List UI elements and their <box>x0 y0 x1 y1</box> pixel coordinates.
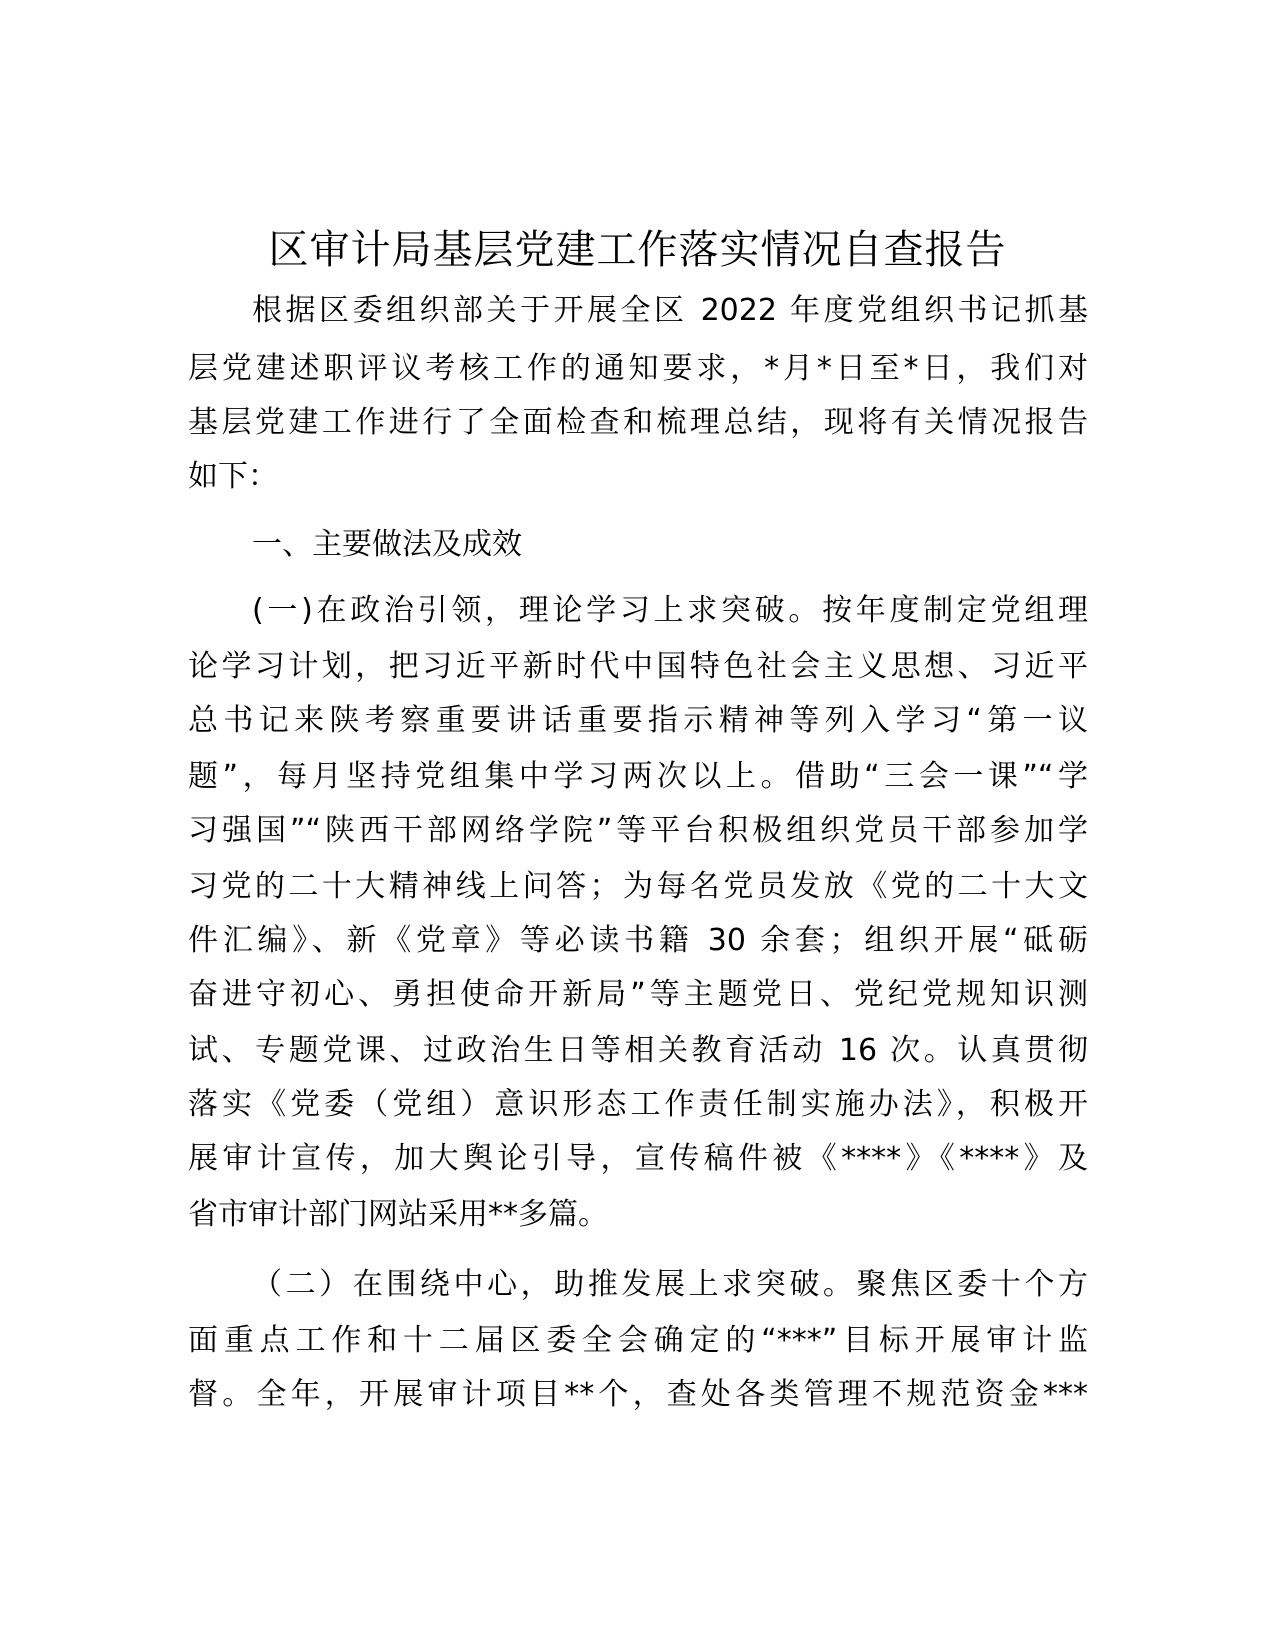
subsection-1-line-8: 奋进守初心、勇担使命开新局”等主题党日、党纪党规知识测 <box>188 977 1088 1012</box>
subsection-2-line-1: （二）在围绕中心，助推发展上求突破。聚焦区委十个方 <box>252 1267 1088 1302</box>
subsection-1-line-11: 展审计宣传，加大舆论引导，宣传稿件被《****》《****》及 <box>188 1141 1088 1176</box>
subsection-1-line-5: 习强国”“陕西干部网络学院”等平台积极组织党员干部参加学 <box>188 813 1088 848</box>
subsection-1-line-9: 试、专题党课、过政治生日等相关教育活动 16 次。认真贯彻 <box>188 1033 1088 1068</box>
intro-line-2: 层党建述职评议考核工作的通知要求，*月*日至*日，我们对 <box>188 351 1088 386</box>
intro-line-1: 根据区委组织部关于开展全区 2022 年度党组织书记抓基 <box>252 293 1088 328</box>
section-heading-1: 一、主要做法及成效 <box>252 527 522 562</box>
subsection-1-line-6: 习党的二十大精神线上问答；为每名党员发放《党的二十大文 <box>188 869 1088 904</box>
intro-line-4: 如下： <box>188 459 278 494</box>
subsection-1-line-10: 落实《党委（党组）意识形态工作责任制实施办法》，积极开 <box>188 1087 1088 1122</box>
subsection-1-line-3: 总书记来陕考察重要讲话重要指示精神等列入学习“第一议 <box>188 703 1088 738</box>
intro-line-3: 基层党建工作进行了全面检查和梳理总结，现将有关情况报告 <box>188 405 1088 440</box>
subsection-1-line-4: 题”，每月坚持党组集中学习两次以上。借助“三会一课”“学 <box>188 759 1088 794</box>
subsection-1-line-12: 省市审计部门网站采用**多篇。 <box>188 1197 608 1232</box>
subsection-1-line-7: 件汇编》、新《党章》等必读书籍 30 余套；组织开展“砥砺 <box>188 923 1088 958</box>
subsection-1-line-2: 论学习计划，把习近平新时代中国特色社会主义思想、习近平 <box>188 649 1088 684</box>
subsection-2-line-3: 督。全年，开展审计项目**个，查处各类管理不规范资金*** <box>188 1377 1088 1412</box>
subsection-2-line-2: 面重点工作和十二届区委全会确定的“***”目标开展审计监 <box>188 1323 1088 1358</box>
subsection-1-line-1: (一)在政治引领，理论学习上求突破。按年度制定党组理 <box>252 593 1088 628</box>
document-title: 区审计局基层党建工作落实情况自查报告 <box>268 227 1007 273</box>
